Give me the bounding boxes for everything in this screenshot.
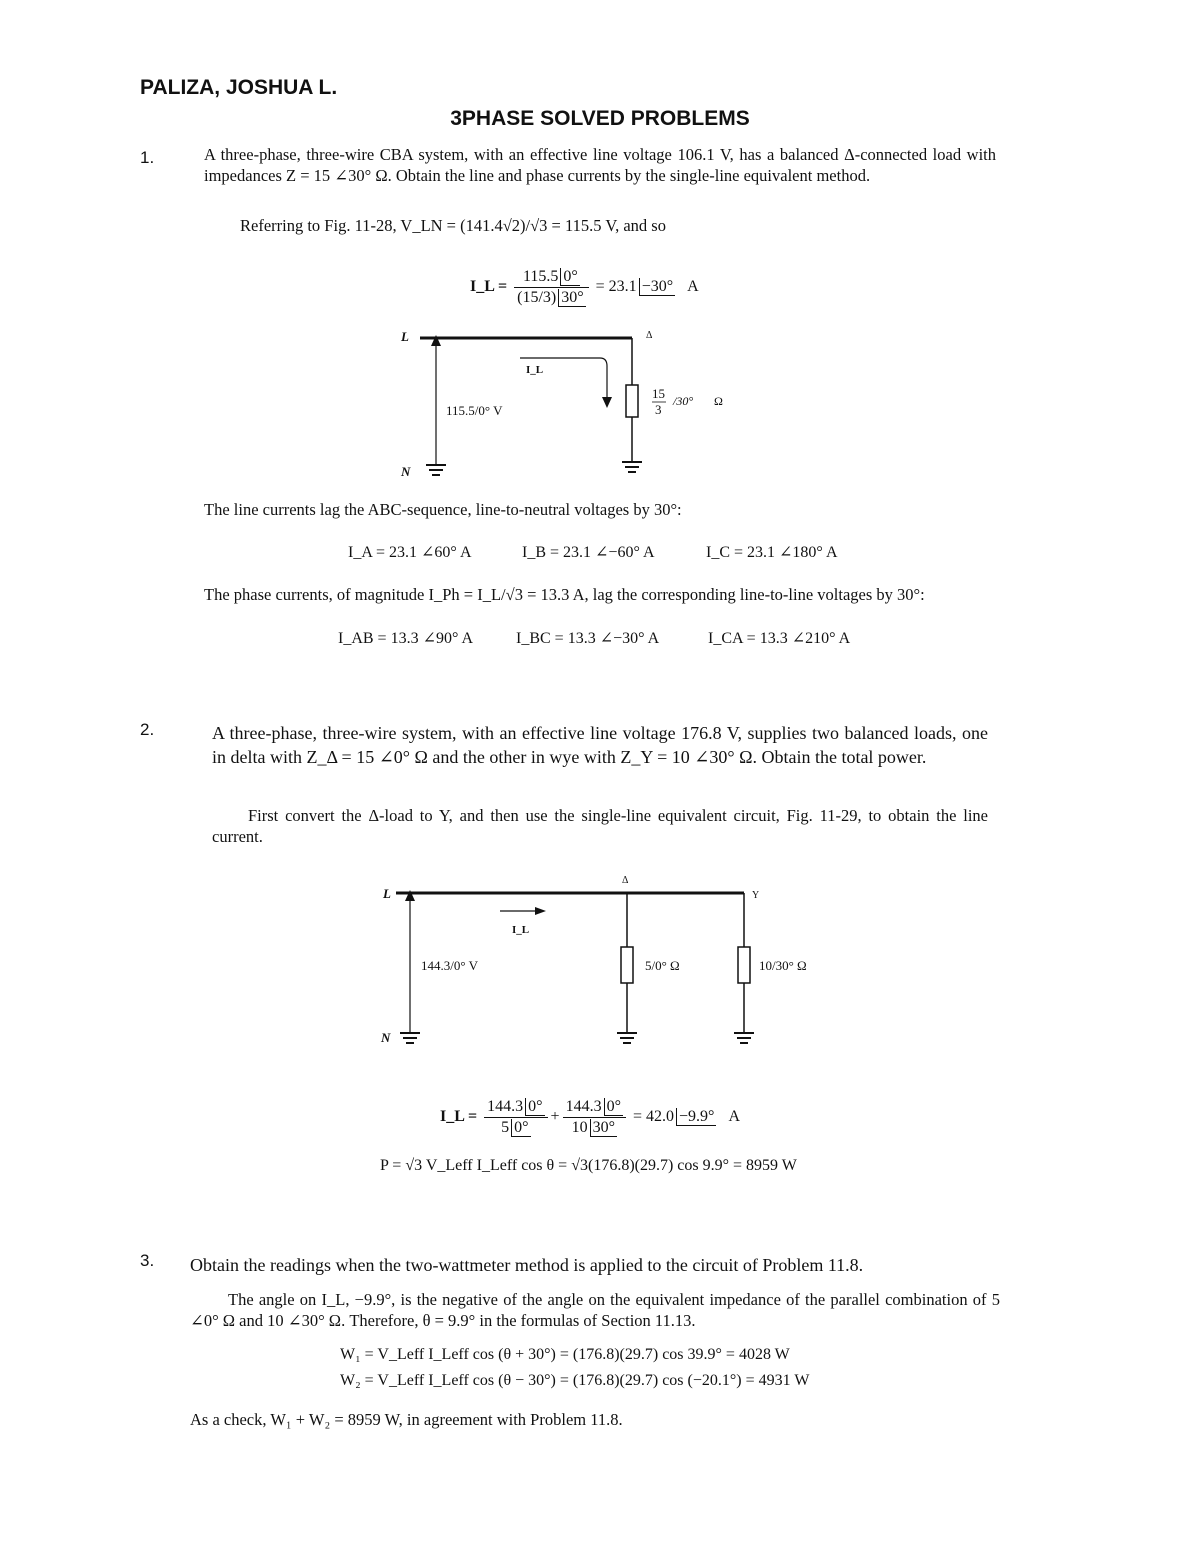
problem-3-number: 3.	[140, 1251, 155, 1270]
problem-1-statement: A three-phase, three-wire CBA system, with an effective line voltage 106.1 V, has a balanced Δ-connected load with impedances Z = 15 ∠30° Ω. Obtain the line and phase currents by the single-line equivalent method.	[204, 145, 996, 185]
equation-line-current-2: I_L = $\frac{144.3 0^\circ}{5 0^\circ}$ + $\frac{144.3 0^\circ}{10 30^\circ}$ = 42.0 −9.9° A	[440, 1098, 740, 1136]
problem-2-number: 2.	[140, 720, 155, 739]
problem-3-check: As a check, W₁ + W₂ = 8959 W, in agreement with Problem 11.8.	[190, 1410, 623, 1429]
fig2-label-N: N	[381, 1030, 391, 1045]
fig1-imp-num: 15	[652, 386, 665, 401]
fig2-source-label: 144.3/0° V	[421, 958, 478, 973]
fig2-imp-delta-label: 5/0° Ω	[645, 958, 680, 973]
problem-3-explain: The angle on I_L, −9.9°, is the negative of the angle on the equivalent impedance of the parallel combination of 5 ∠0° Ω and 10 ∠30° Ω. Therefore, θ = 9.9° in the formulas of Section 11.13.	[190, 1290, 1000, 1330]
fig2-label-IL: I_L	[512, 924, 530, 936]
fig1-label-delta: Δ	[646, 330, 653, 341]
fig1-source-label: 115.5/0° V	[446, 403, 503, 418]
line-current-b: I_B = 23.1 ∠−60° A	[522, 544, 655, 561]
fig1-label-N: N	[401, 464, 411, 479]
fig2-ground-n	[400, 1033, 420, 1043]
fig1-label-IL: I_L	[526, 364, 544, 376]
fig2-imp-wye-label: 10/30° Ω	[759, 958, 807, 973]
fig2-label-L: L	[383, 886, 391, 901]
phase-current-ab: I_AB = 13.3 ∠90° A	[338, 630, 474, 647]
line-current-a: I_A = 23.1 ∠60° A	[348, 544, 472, 561]
problem-1-referring: Referring to Fig. 11-28, V_LN = (141.4√2)/√3 = 115.5 V, and so	[240, 216, 666, 235]
document-title: 3PHASE SOLVED PROBLEMS	[450, 107, 750, 130]
equation-total-power: P = √3 V_Leff I_Leff cos θ = √3(176.8)(29.7) cos 9.9° = 8959 W	[380, 1157, 797, 1174]
fig2-impedance-wye	[738, 947, 750, 983]
fig2-ground-delta	[617, 1033, 637, 1043]
fig1-imp-den: 3	[655, 402, 662, 417]
phase-current-ca: I_CA = 13.3 ∠210° A	[708, 630, 851, 647]
problem-2-convert-text: First convert the Δ-load to Y, and then use the single-line equivalent circuit, Fig. 11-29, to obtain the line current.	[212, 806, 988, 846]
phase-current-bc: I_BC = 13.3 ∠−30° A	[516, 630, 660, 647]
fig2-impedance-delta	[621, 947, 633, 983]
problem-1-number: 1.	[140, 148, 155, 167]
problem-1-lag-text: The line currents lag the ABC-sequence, line-to-neutral voltages by 30°:	[204, 500, 682, 519]
problem-2-statement: A three-phase, three-wire system, with an effective line voltage 176.8 V, supplies two balanced loads, one in delta with Z_Δ = 15 ∠0° Ω and the other in wye with Z_Y = 10 ∠30° Ω. Obtain the total power.	[212, 723, 988, 767]
author-name: PALIZA, JOSHUA L.	[140, 76, 338, 99]
fig1-imp-unit: Ω	[714, 394, 723, 408]
line-current-c: I_C = 23.1 ∠180° A	[706, 544, 838, 561]
problem-3-statement: Obtain the readings when the two-wattmeter method is applied to the circuit of Problem 11.8.	[190, 1255, 864, 1275]
fig2-ground-wye	[734, 1033, 754, 1043]
fig2-label-wye: Y	[752, 890, 760, 901]
fig1-imp-angle: /30°	[673, 394, 694, 408]
equation-line-current-1: I_L = $\frac{115.5 0^\circ}{(15/3) 30^\circ}$ = 23.1 −30° A	[470, 268, 699, 306]
fig1-label-L: L	[401, 329, 409, 344]
problem-1-phase-text: The phase currents, of magnitude I_Ph = I_L/√3 = 13.3 A, lag the corresponding line-to-line voltages by 30°:	[204, 585, 925, 604]
fig2-label-delta: Δ	[622, 875, 629, 886]
equation-w1: W₁ = V_Leff I_Leff cos (θ + 30°) = (176.8)(29.7) cos 39.9° = 4028 W	[340, 1346, 790, 1363]
equation-w2: W₂ = V_Leff I_Leff cos (θ − 30°) = (176.8)(29.7) cos (−20.1°) = 4931 W	[340, 1372, 810, 1389]
